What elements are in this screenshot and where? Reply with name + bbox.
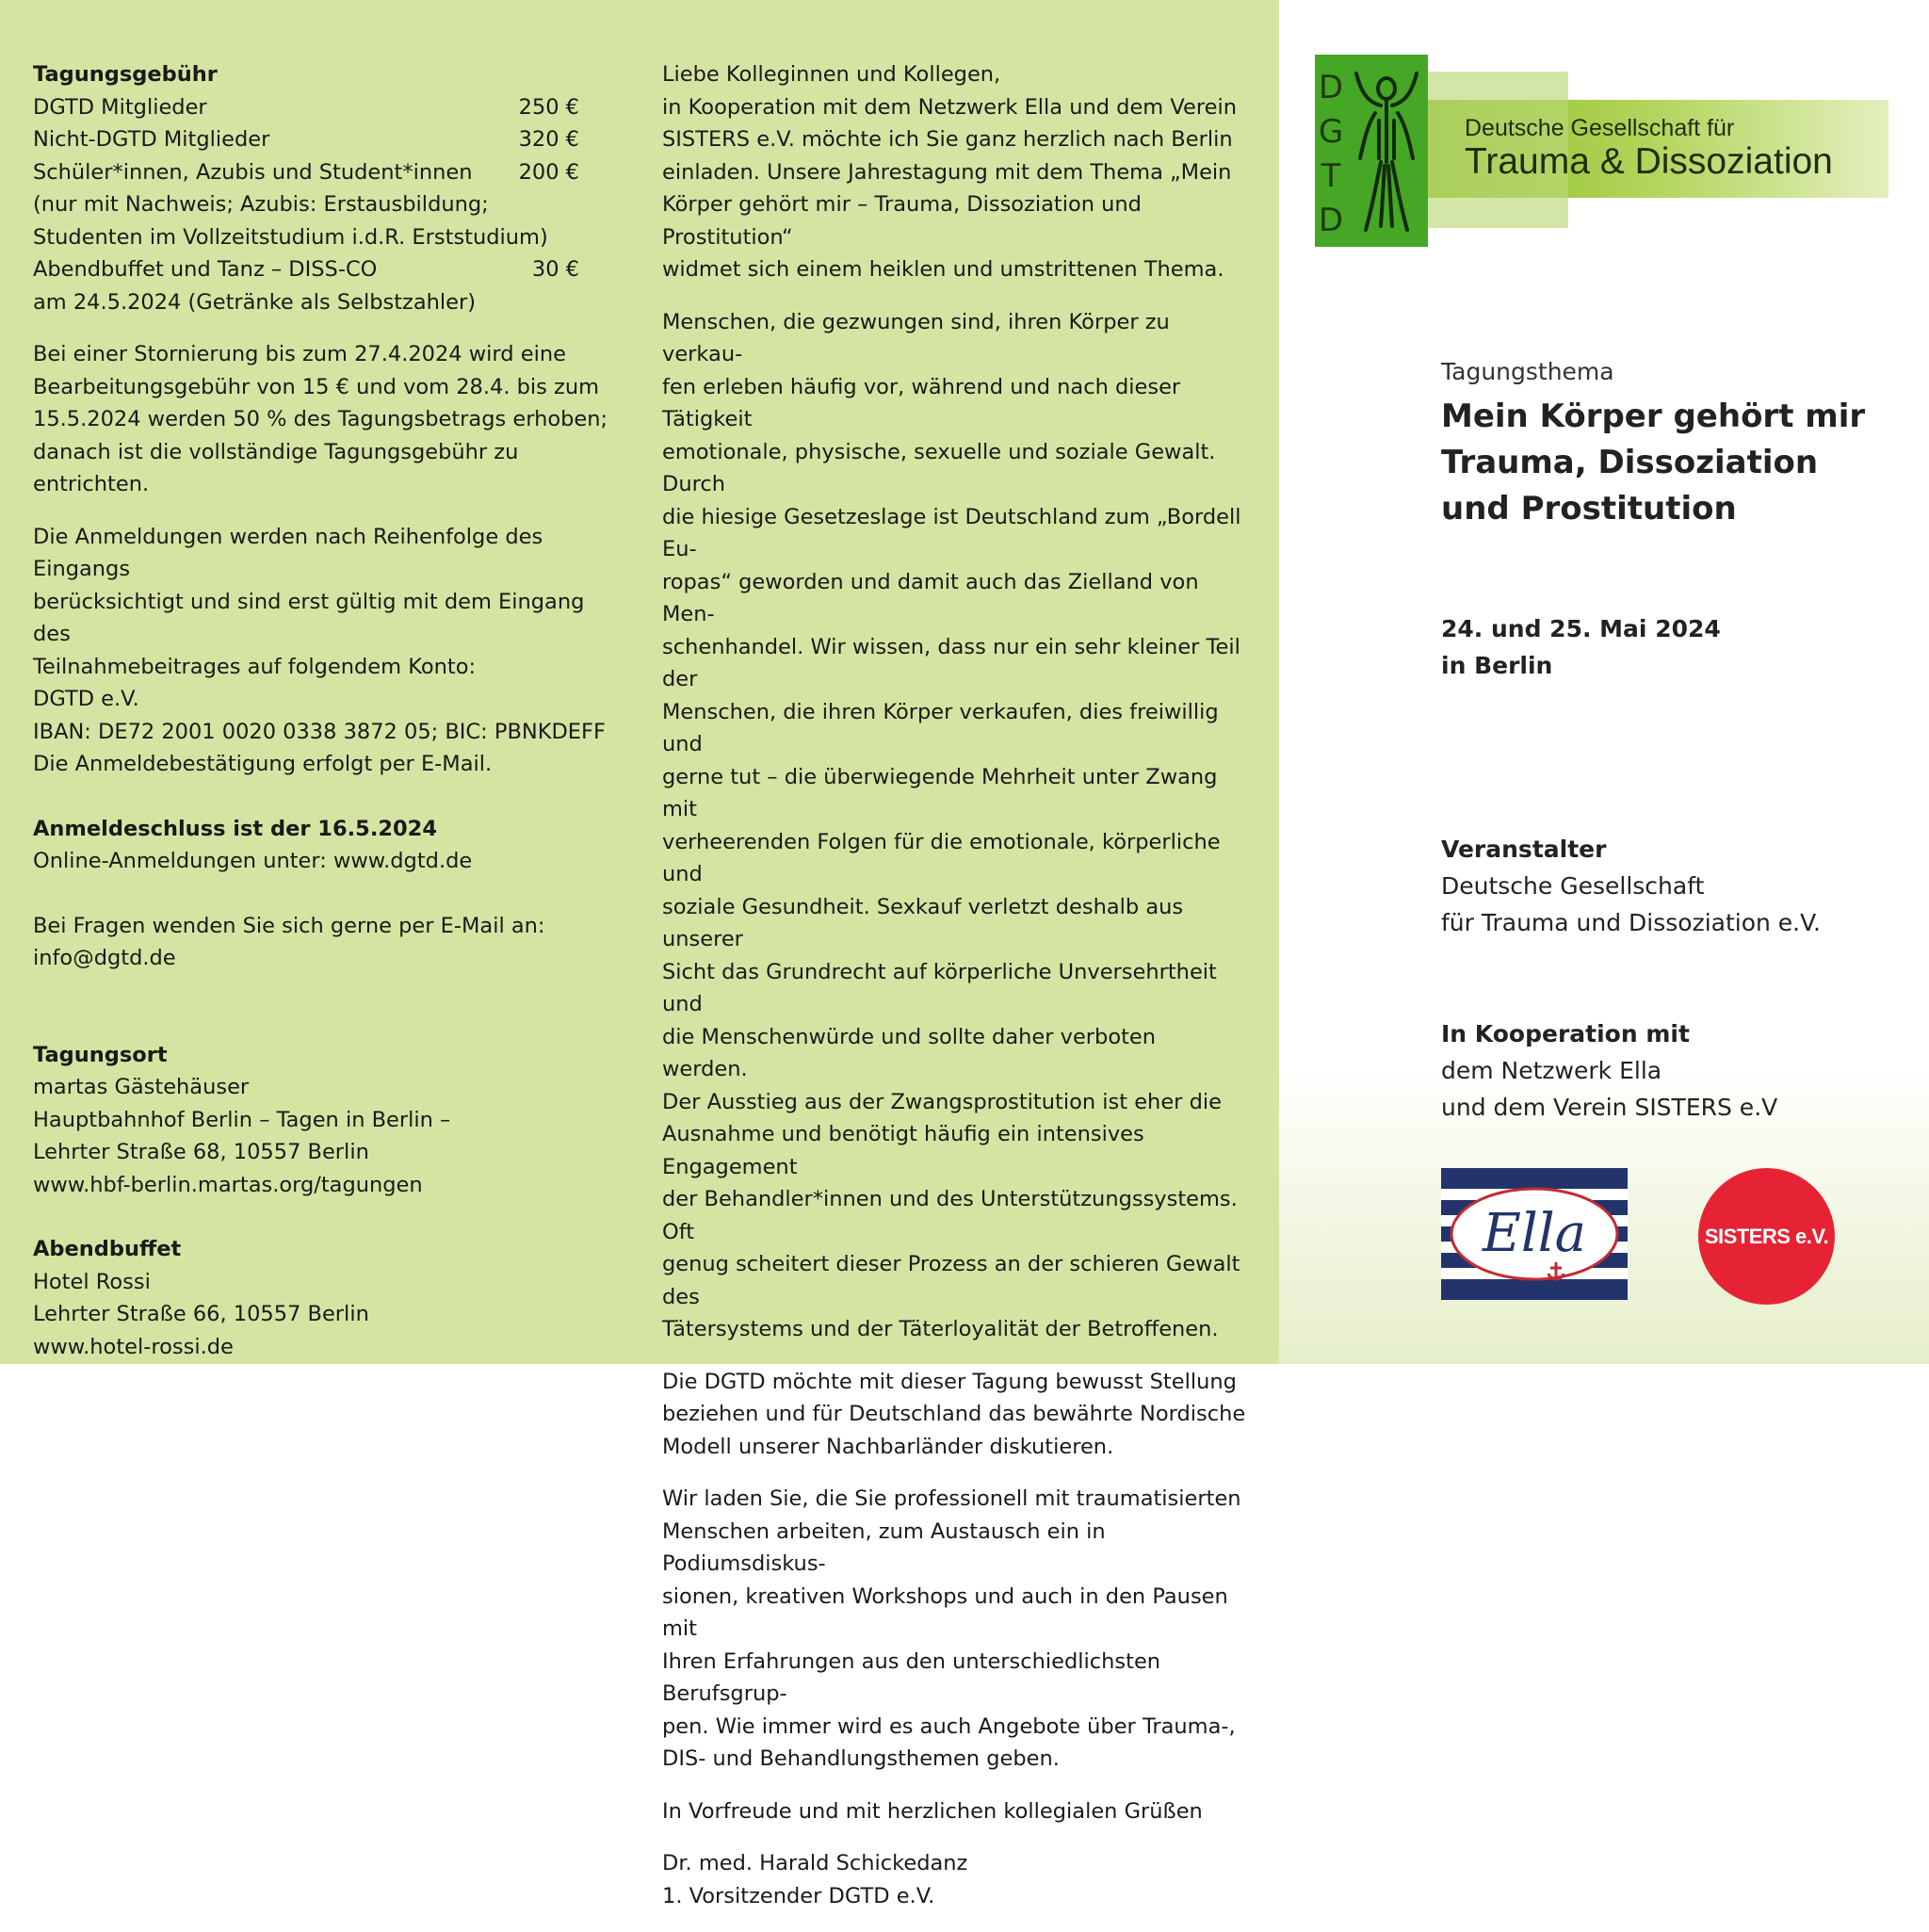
- fee-label: DGTD Mitglieder: [33, 94, 207, 120]
- buffet-note: am 24.5.2024 (Getränke als Selbstzahler): [33, 289, 477, 315]
- fee-amount: 320 €: [518, 127, 579, 152]
- logo-letter: D: [1318, 202, 1344, 239]
- fee-title: Tagungsgebühr: [33, 62, 218, 87]
- text-line: Teilnahmebeitrages auf folgendem Konto:: [33, 654, 477, 679]
- cooperation: [1441, 1015, 1912, 1126]
- text-line: genug scheitert dieser Prozess an der schieren Gewalt des: [662, 1252, 1240, 1309]
- fee-label: Nicht-DGTD Mitglieder: [33, 127, 270, 152]
- text-line: Wir laden Sie, die Sie professionell mit traumatisierten: [662, 1486, 1241, 1511]
- organizer-title: Veranstalter: [1441, 836, 1607, 863]
- text-line: gerne tut – die überwiegende Mehrheit unter Zwang mit: [662, 764, 1218, 821]
- dgtd-logo: [1309, 55, 1893, 248]
- buffet-line: Hotel Rossi: [33, 1269, 151, 1294]
- text-line: Menschen arbeiten, zum Austausch ein in Podiumsdiskus-: [662, 1518, 1106, 1576]
- letter-paragraph: [662, 1366, 1246, 1464]
- logo-text-line1: Deutsche Gesellschaft für: [1465, 115, 1735, 141]
- registration-text: [33, 521, 617, 781]
- location-line: in Berlin: [1441, 652, 1553, 679]
- fee-note: (nur mit Nachweis; Azubis: Erstausbildung;: [33, 192, 489, 217]
- text-line: Ihren Erfahrungen aus den unterschiedlichsten Berufsgrup-: [662, 1648, 1161, 1706]
- text-line: widmet sich einem heiklen und umstrittenen Thema.: [662, 257, 1224, 282]
- text-line: Menschen, die ihren Körper verkaufen, dies freiwillig und: [662, 699, 1219, 756]
- text-line: Die Anmeldungen werden nach Reihenfolge des Eingangs: [33, 524, 543, 581]
- ella-logo-text: Ella: [1482, 1203, 1587, 1264]
- logo-letter: T: [1321, 157, 1341, 195]
- text-line: emotionale, physische, sexuelle und soziale Gewalt. Durch: [662, 439, 1216, 496]
- iban-bic: IBAN: DE72 2001 0020 0338 3872 05; BIC: PBNKDEFF: [33, 719, 606, 744]
- text-line: beziehen und für Deutschland das bewährte Nordische: [662, 1402, 1246, 1426]
- logo-box: [1315, 55, 1428, 247]
- text-line: 15.5.2024 werden 50 % des Tagungsbetrags erhoben;: [33, 407, 608, 431]
- text-line: Der Ausstieg aus der Zwangsprostitution ist eher die: [662, 1089, 1222, 1114]
- contact-email: info@dgtd.de: [33, 946, 176, 970]
- theme-title-line: und Prostitution: [1441, 490, 1737, 528]
- text-line: ropas“ geworden und damit auch das Zielland von Men-: [662, 569, 1199, 626]
- middle-column: [662, 58, 1246, 1932]
- text-line: sionen, kreativen Workshops und auch in den Pausen mit: [662, 1583, 1228, 1641]
- text-line: die Menschenwürde und sollte daher verboten werden.: [662, 1024, 1157, 1081]
- fee-label: Abendbuffet und Tanz – DISS-CO: [33, 257, 378, 282]
- sisters-logo-text: SISTERS e.V.: [1704, 1224, 1829, 1248]
- text-line: Die Anmeldebestätigung erfolgt per E-Mail.: [33, 752, 493, 776]
- fee-row-buffet: [33, 253, 617, 286]
- logo-text-line2: Trauma & Dissoziation: [1465, 141, 1833, 182]
- text-line: schenhandel. Wir wissen, dass nur ein sehr kleiner Teil der: [662, 634, 1240, 691]
- text-line: SISTERS e.V. möchte ich Sie ganz herzlich nach Berlin: [662, 127, 1233, 152]
- text-line: danach ist die vollständige Tagungsgebühr zu entrichten.: [33, 439, 519, 496]
- signer-name: Dr. med. Harald Schickedanz: [662, 1851, 968, 1875]
- text-line: Die DGTD möchte mit dieser Tagung bewusst Stellung: [662, 1369, 1237, 1394]
- closing-line: [662, 1795, 1246, 1828]
- fee-row: [33, 91, 617, 124]
- organizer-line: Deutsche Gesellschaft: [1441, 872, 1705, 900]
- date-line: 24. und 25. Mai 2024: [1441, 615, 1721, 642]
- event-date: [1441, 610, 1912, 684]
- organizer-line: für Trauma und Dissoziation e.V.: [1441, 909, 1821, 936]
- questions-text: Bei Fragen wenden Sie sich gerne per E-Mail an:: [33, 913, 545, 938]
- ella-logo: [1441, 1168, 1628, 1300]
- fee-amount: 200 €: [518, 159, 579, 185]
- letter-paragraph: [662, 58, 1246, 286]
- text-line: berücksichtigt und sind erst gültig mit dem Eingang des: [33, 589, 585, 646]
- buffet-line: Lehrter Straße 66, 10557 Berlin: [33, 1302, 369, 1326]
- fee-amount: 250 €: [518, 94, 579, 120]
- fee-row: [33, 123, 617, 156]
- text-line: Ausnahme und benötigt häufig ein intensives Engagement: [662, 1122, 1144, 1179]
- venue-line: Hauptbahnhof Berlin – Tagen in Berlin –: [33, 1107, 451, 1132]
- text-line: in Kooperation mit dem Netzwerk Ella und dem Verein: [662, 94, 1237, 120]
- letter-paragraph: [662, 306, 1246, 1346]
- text-line: Bearbeitungsgebühr von 15 € und vom 28.4. bis zum: [33, 374, 600, 399]
- text-line: Modell unserer Nachbarländer diskutieren.: [662, 1434, 1114, 1459]
- theme-title-line: Mein Körper gehört mir: [1441, 398, 1866, 435]
- text-line: die hiesige Gesetzeslage ist Deutschland zum „Bordell Eu-: [662, 504, 1241, 561]
- venue-title: Tagungsort: [33, 1042, 168, 1067]
- ella-logo-graphic: [1441, 1168, 1628, 1300]
- logo-letters: [1317, 66, 1345, 243]
- text-line: Körper gehört mir – Trauma, Dissoziation und Prostitution“: [662, 192, 1142, 250]
- fee-amount: 30 €: [531, 257, 579, 282]
- logo-letter: G: [1318, 113, 1344, 151]
- online-registration: Online-Anmeldungen unter: www.dgtd.de: [33, 849, 473, 873]
- cancellation-text: [33, 338, 617, 501]
- venue-line: Lehrter Straße 68, 10557 Berlin: [33, 1140, 369, 1164]
- buffet-title: Abendbuffet: [33, 1237, 182, 1261]
- fee-label: Schüler*innen, Azubis und Student*innen: [33, 159, 473, 185]
- text-line: der Behandler*innen und des Unterstützungssystems. Oft: [662, 1187, 1238, 1244]
- cover-panel: [1279, 0, 1929, 1364]
- text-line: Tätersystems und der Täterloyalität der Betroffenen.: [662, 1317, 1219, 1341]
- letter-paragraph: [662, 1483, 1246, 1776]
- text-line: pen. Wie immer wird es auch Angebote über Trauma-,: [662, 1713, 1236, 1739]
- text-line: DIS- und Behandlungsthemen geben.: [662, 1746, 1060, 1771]
- text-line: einladen. Unsere Jahrestagung mit dem Thema „Mein: [662, 159, 1232, 185]
- text-line: Bei einer Stornierung bis zum 27.4.2024 wird eine: [33, 342, 566, 366]
- signer-role: 1. Vorsitzender DGTD e.V.: [662, 1883, 935, 1908]
- venue-line: martas Gästehäuser: [33, 1075, 250, 1099]
- fee-row: [33, 156, 617, 189]
- left-column: [33, 58, 617, 1363]
- buffet-url: www.hotel-rossi.de: [33, 1334, 234, 1359]
- text-line: verheerenden Folgen für die emotionale, körperliche und: [662, 829, 1221, 886]
- account-holder: DGTD e.V.: [33, 687, 139, 711]
- theme-title-line: Trauma, Dissoziation: [1441, 444, 1819, 481]
- coop-line: und dem Verein SISTERS e.V: [1441, 1094, 1778, 1121]
- text-line: soziale Gesundheit. Sexkauf verletzt deshalb aus unserer: [662, 894, 1184, 951]
- coop-title: In Kooperation mit: [1441, 1020, 1690, 1047]
- venue-url: www.hbf-berlin.martas.org/tagungen: [33, 1172, 423, 1197]
- theme-title: [1441, 394, 1912, 532]
- logo-letter: D: [1318, 69, 1344, 106]
- human-figure-icon: [1347, 68, 1426, 237]
- fee-note: Studenten im Vollzeitstudium i.d.R. Erststudium): [33, 224, 548, 250]
- coop-line: dem Netzwerk Ella: [1441, 1057, 1662, 1084]
- text-line: Menschen, die gezwungen sind, ihren Körper zu verkau-: [662, 309, 1170, 366]
- organizer: [1441, 831, 1912, 941]
- text-line: In Vorfreude und mit herzlichen kollegialen Grüßen: [662, 1798, 1203, 1824]
- deadline-title: Anmeldeschluss ist der 16.5.2024: [33, 816, 437, 841]
- text-line: fen erleben häufig vor, während und nach dieser Tätigkeit: [662, 374, 1181, 431]
- text-line: Sicht das Grundrecht auf körperliche Unversehrtheit und: [662, 959, 1217, 1016]
- theme-label: Tagungsthema: [1441, 358, 1614, 385]
- sisters-logo: [1698, 1168, 1835, 1305]
- signature: [662, 1847, 1246, 1912]
- text-line: Liebe Kolleginnen und Kollegen,: [662, 62, 1001, 87]
